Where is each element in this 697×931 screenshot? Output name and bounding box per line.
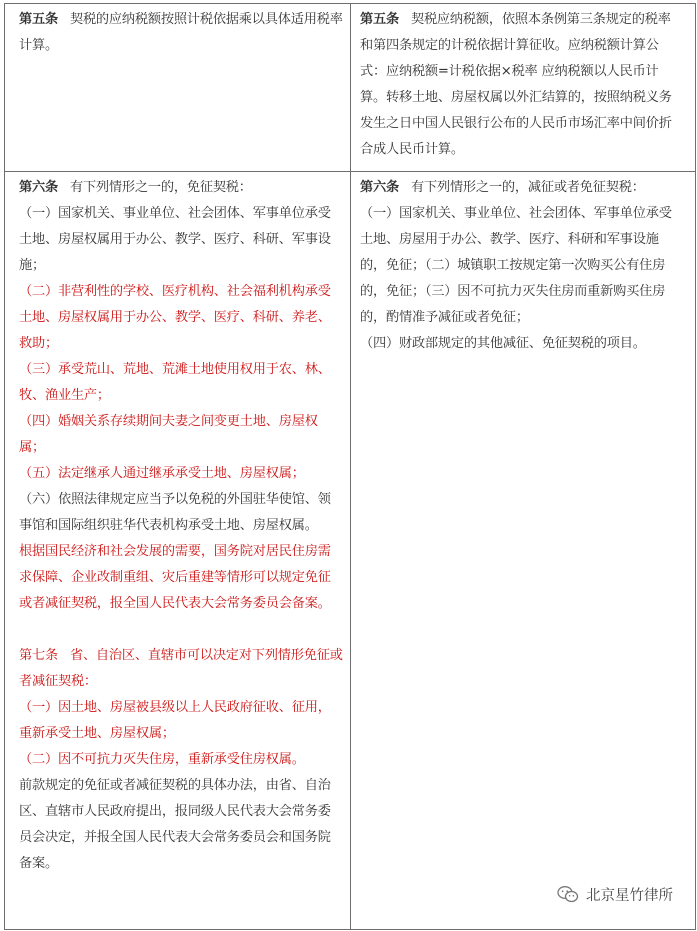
article-intro: 有下列情形之一的，减征或者免征契税： <box>410 180 645 195</box>
article-text: 契税应纳税额，依照本条例第三条规定的税率和第四条规定的计税依据计算征收。应纳税额计算公式：应纳税额=计税依据×税率 应纳税额以人民币计算。转移土地、房屋权属以外汇结算的，按照纳税义务发生之日中国人民银行公布的人民币市场汇率中间价折合成人民币计算。 <box>360 12 672 157</box>
clause-item: （四）财政部规定的其他减征、免征契税的项目。 <box>360 336 646 351</box>
article-label: 第六条 <box>360 180 399 195</box>
clause-item: （二）非营利性的学校、医疗机构、社会福利机构承受土地、房屋权属用于办公、教学、医疗、科研、养老、救助； <box>19 284 331 351</box>
cell-old-article-5 <box>351 4 696 172</box>
article-label: 第六条 <box>19 180 58 195</box>
table-row <box>5 172 696 930</box>
article-intro: 有下列情形之一的，免征契税： <box>69 180 252 195</box>
wechat-icon <box>557 885 579 904</box>
clause-item: （三）承受荒山、荒地、荒滩土地使用权用于农、林、牧、渔业生产； <box>19 362 331 403</box>
clause-paragraph: 前款规定的免征或者减征契税的具体办法，由省、自治区、直辖市人民政府提出，报同级人民代表大会常务委员会决定，并报全国人民代表大会常务委员会和国务院备案。 <box>19 778 331 871</box>
watermark-text: 北京星竹律所 <box>586 888 673 904</box>
cell-new-article-6-7 <box>5 172 351 930</box>
clause-item: （四）婚姻关系存续期间夫妻之间变更土地、房屋权属； <box>19 414 318 455</box>
cell-old-article-6 <box>351 172 696 930</box>
table-row <box>5 4 696 172</box>
clause-item: （一）国家机关、事业单位、社会团体、军事单位承受土地、房屋权属用于办公、教学、医疗、科研、军事设施； <box>19 206 331 273</box>
spacer <box>19 617 343 643</box>
article-label: 第七条 <box>19 648 58 663</box>
watermark <box>553 882 677 907</box>
comparison-table <box>4 3 696 930</box>
clause-item: （一）国家机关、事业单位、社会团体、军事单位承受土地、房屋用于办公、教学、医疗、科研和军事设施的，免征；（二）城镇职工按规定第一次购买公有住房的，免征；（三）因不可抗力灭失住房而重新购买住房的，酌情准予减征或者免征； <box>360 206 672 325</box>
clause-item: （六）依照法律规定应当予以免税的外国驻华使馆、领事馆和国际组织驻华代表机构承受土地、房屋权属。 <box>19 492 331 533</box>
clause-item: （二）因不可抗力灭失住房，重新承受住房权属。 <box>19 752 305 767</box>
cell-new-article-5 <box>5 4 351 172</box>
clause-paragraph: 根据国民经济和社会发展的需要，国务院对居民住房需求保障、企业改制重组、灾后重建等情形可以规定免征或者减征契税，报全国人民代表大会常务委员会备案。 <box>19 544 331 611</box>
article-text: 契税的应纳税额按照计税依据乘以具体适用税率计算。 <box>19 12 343 53</box>
article-label: 第五条 <box>19 12 58 27</box>
article-label: 第五条 <box>360 12 399 27</box>
clause-item: （五）法定继承人通过继承承受土地、房屋权属； <box>19 466 305 481</box>
article-intro: 省、自治区、直辖市可以决定对下列情形免征或者减征契税： <box>19 648 343 689</box>
clause-item: （一）因土地、房屋被县级以上人民政府征收、征用，重新承受土地、房屋权属； <box>19 700 331 741</box>
